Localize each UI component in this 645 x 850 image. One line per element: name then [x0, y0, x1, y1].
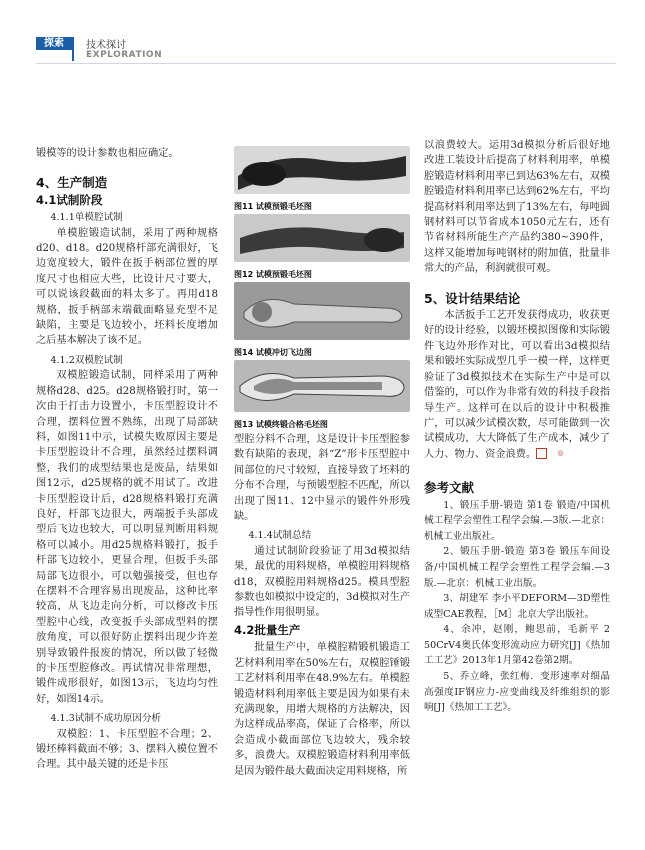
figure-12	[234, 214, 410, 280]
final-forging-photo	[234, 360, 410, 412]
figure-caption: 图14 试模冲切飞边图	[234, 348, 312, 357]
header-divider	[72, 37, 74, 61]
col2-continuation: 型腔分料不合理，这是设计卡压型腔参数有缺陷的表现，斜“Z”形卡压型腔中间部位的尺寸较短，直接导致了坯料的分布不合理，与预锻型腔不匹配，所以出现了图11、12中显示的锻件外形残缺。	[234, 434, 410, 523]
section-4-1-1-body: 单模腔锻造试制，采用了两种规格d20、d18。d20规格杆部充满很好，飞边宽度较大，锻件在扳手柄部位置的厚度尺寸也相应大些，比设计尺寸要大，可以说该段截面的料太多了。再用d18规格，扳手柄部末端截面略显充型不足缺陷，主要是飞边较小，坯料长度增加之后基本解决了该不足。	[36, 227, 218, 347]
figure-11	[234, 146, 410, 212]
end-mark: ◎	[536, 448, 547, 459]
reference-item: 1、锻压手册-锻造 第1卷 锻造/中国机械工程学会塑性工程学会编.—3版.—北京：机械工业出版社。	[424, 499, 610, 542]
section-title-en: EXPLORATION	[86, 50, 163, 60]
header-rule	[36, 63, 616, 64]
section-4-2-body: 批量生产中，单模腔精锻机锻造工艺材料利用率在50%左右，双模腔锤锻工艺材料利用率在48.9%左右。单模腔锻造材料利用率低主要是因为如果有未充满现象，用增大规格的方法解决，因为这样成品率高，保证了合格率，所以会造成小截面部位飞边较大，残余较多，浪费大。双模腔锻造材料利用率低是因为锻件最大截面决定用料规格，所	[234, 642, 410, 777]
reference-item: 4、余冲，赵刚，鲍思前，毛新平 2 50CrV4奥氏体变形流动应力研究[J]《热加工工艺》2013年1月第42卷第2期。	[424, 624, 610, 667]
section-title-cn: 技术探讨	[86, 40, 126, 51]
section-4-1-2-title: 4.1.2双模腔试制	[50, 354, 123, 366]
section-4-1-title: 4.1试制阶段	[36, 192, 103, 207]
figure-14	[234, 282, 410, 358]
col3-continuation: 以浪费较大。运用3d模拟分析后很好地改进工装设计后提高了材料利用率，单模腔锻造材料利用率已到达63%左右，双模腔锻造材料利用率已达到62%左右，平均提高材料利用率达到了13%左右，每吨圆钢材料可以节省成本1050元左右，还有节省材料所能生产产品约380~390件，这样又能增加每吨钢材的附加值，批量非常大的产品，利润就很可观。	[424, 140, 610, 275]
section-5-body: 本活扳手工艺开发获得成功，收获更好的设计经验，以锻坯模拟图像和实际锻件飞边外形作对比，可以看出3d模拟结果和锻坯实际成型几乎一模一样，这样更验证了3d模拟技术在实际生产中是可以借鉴的，可以作为非常有效的科技手段指导生产。这样可在以后的设计中积极推广，可以减少试模次数，尽可能做到一次试模成功，大大降低了生产成本，减少了人力、物力、资金浪费。 ◎	[424, 310, 610, 460]
section-4-1-4-title: 4.1.4试制总结	[248, 530, 312, 542]
forging-blank-photo	[234, 146, 410, 194]
section-4-1-2-body: 双模腔锻造试制，同样采用了两种规格d28、d25。d28规格锻打时，第一次由于打击力设置小，卡压型腔设计不合理，摆料位置不熟练，出现了局部缺料，如图11中示，试模失败原因主要是卡压型腔设计不合理，虽然经过摆料调整，我们的成型结果也是废品，结果如图12示，d25规格的就不用试了。改进卡压型腔设计后，d28规格料锻打充满良好，杆部飞边很大，两端扳手头部成型后飞边也较大，可以明显判断用料规格可以减小。用d25规格料锻打，扳手杆部飞边较小，更显合理，但扳手头部局部飞边很小，可以勉强接受，但也存在摆料不合理容易出现废品，这种比率较高，从飞边走向分析，可以修改卡压型腔中心线，改变扳手头部成型料的摆放角度，可以很好防止摆料出现少许差别导致锻件报废的情况，所以做了轻微的卡压型腔修改。再试情况非常理想，锻件成形很好，如图13示，飞边均匀性好，如图14示。	[36, 370, 218, 705]
column-middle	[234, 432, 410, 779]
section-4-1-3-body: 双模腔：1、卡压型腔不合理；2、锻坯棒料截面不够；3、摆料入模位置不合理。其中最关键的还是卡压	[36, 728, 218, 771]
wrench-trimmed-photo	[234, 282, 410, 340]
column-right	[424, 138, 610, 716]
section-tag: 探索	[36, 37, 72, 50]
column-left	[36, 146, 218, 773]
section-5-title: 5、设计结果结论	[424, 290, 521, 306]
reference-item: 3、胡建军 李小平DEFORM—3D塑性成型CAE教程，［M］北京大学出版社。	[424, 593, 610, 620]
lead-text: 锻模等的设计参数也相应确定。	[36, 148, 179, 159]
forging-blank-photo	[234, 214, 410, 262]
section-4-1-3-title: 4.1.3试制不成功原因分析	[50, 713, 162, 725]
figure-caption: 图11 试模预锻毛坯图	[234, 202, 312, 211]
reference-item: 5、乔立峰，张红梅．变形速率对细晶高强度IF钢应力-应变曲线及纤维组织的影响[J]《热加工工艺》。	[424, 671, 610, 714]
section-4-1-4-body: 通过试制阶段验证了用3d模拟结果，最优的用料规格，单模腔用料规格d18，双模腔用料规格d25。模具型腔参数也如模拟中设定的，3d模拟对生产指导性作用很明显。	[234, 545, 411, 619]
reference-item: 2、锻压手册-锻造 第3卷 锻压车间设备/中国机械工程学会塑性工程学会编.—3版.—北京：机械工业出版。	[424, 546, 610, 589]
references-list	[424, 498, 610, 716]
section-4-1-1-title: 4.1.1单模腔试制	[50, 212, 123, 224]
section-4-2-title: 4.2批量生产	[234, 622, 301, 637]
references-title: 参考文献	[424, 480, 475, 496]
figure-13	[234, 360, 410, 430]
page-header	[0, 0, 645, 70]
figure-caption: 图12 试模预锻毛坯图	[234, 270, 312, 279]
section-4-title: 4、生产制造	[36, 175, 108, 191]
figure-caption: 图13 试模终锻合格毛坯图	[234, 420, 328, 429]
